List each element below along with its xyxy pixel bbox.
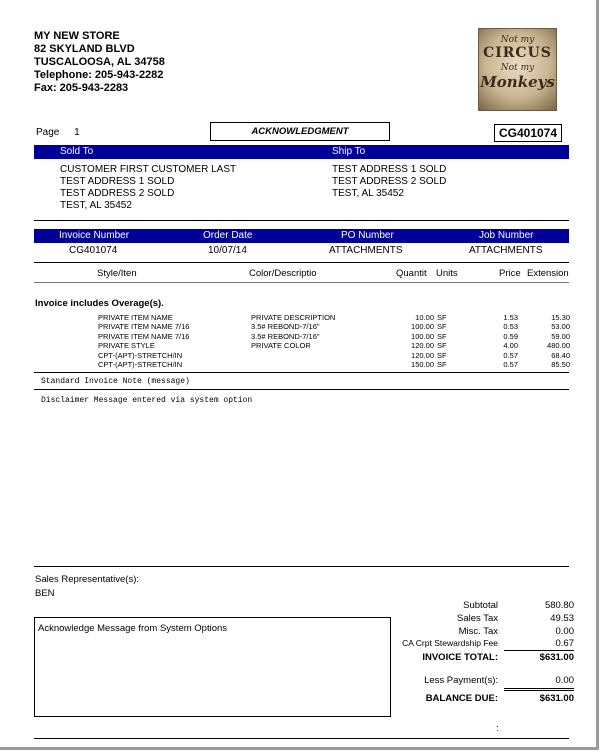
item-quantity: 100.00	[411, 331, 434, 341]
col-units-header: Units	[436, 268, 458, 279]
store-city: TUSCALOOSA, AL 34758	[34, 56, 165, 68]
sales-rep-name: BEN	[35, 588, 55, 599]
divider	[34, 389, 569, 390]
line-item	[34, 322, 570, 331]
invoice-total-label: INVOICE TOTAL:	[422, 652, 498, 663]
col-style-header: Style/Iten	[97, 268, 137, 279]
divider	[34, 566, 569, 567]
divider	[34, 220, 569, 221]
divider	[34, 282, 569, 283]
job-number-value: ATTACHMENTS	[469, 245, 543, 256]
store-name: MY NEW STORE	[34, 30, 120, 42]
total-value: 0.00	[555, 626, 574, 637]
item-unit: SF	[437, 359, 447, 369]
ack-message-box	[34, 617, 391, 717]
colon-mark: :	[496, 723, 499, 734]
item-price: 0.53	[503, 322, 518, 332]
item-extension: 85.50	[551, 359, 570, 369]
order-date-value: 10/07/14	[208, 245, 247, 256]
ship-to-header: Ship To	[332, 146, 366, 157]
order-values-row	[34, 245, 569, 257]
line-item	[34, 341, 570, 350]
item-unit: SF	[437, 341, 447, 351]
ship-to-line: TEST ADDRESS 2 SOLD	[332, 176, 447, 187]
item-unit: SF	[437, 350, 447, 360]
sales-rep-label: Sales Representative(s):	[35, 574, 140, 585]
balance-due-label: BALANCE DUE:	[425, 693, 498, 704]
item-unit: SF	[437, 331, 447, 341]
item-unit: SF	[437, 313, 447, 322]
sold-to-address	[60, 164, 236, 212]
item-style: PRIVATE ITEM NAME 7/16	[98, 322, 190, 332]
item-style: CPT-(APT)-STRETCH/IN	[98, 350, 183, 360]
balance-due-row	[380, 693, 574, 705]
sold-to-line: TEST ADDRESS 1 SOLD	[60, 176, 175, 187]
item-price: 4.00	[503, 341, 518, 351]
line-item	[34, 351, 570, 360]
line-item	[34, 313, 570, 322]
item-quantity: 120.00	[411, 341, 434, 351]
subtotal-row	[380, 600, 574, 612]
invoice-total-row	[380, 652, 574, 664]
store-telephone: Telephone: 205-943-2282	[34, 69, 164, 81]
order-header-bar	[34, 229, 569, 243]
ship-to-line: TEST ADDRESS 1 SOLD	[332, 164, 447, 175]
item-extension: 53.00	[551, 322, 570, 332]
item-style: CPT-(APT)-STRETCH/IN	[98, 359, 183, 369]
item-color: 3.5# REBOND-7/16"	[251, 322, 320, 332]
less-payment-label: Less Payment(s):	[424, 675, 498, 686]
line-item	[34, 360, 570, 369]
less-payment-value: 0.00	[555, 675, 574, 686]
item-price: 0.57	[503, 359, 518, 369]
total-label: Misc. Tax	[458, 626, 498, 637]
store-address: 82 SKYLAND BLVD	[34, 43, 135, 55]
line-item	[34, 332, 570, 341]
page-label: Page	[36, 127, 60, 138]
divider	[504, 650, 574, 651]
item-color: 3.5# REBOND-7/16"	[251, 331, 320, 341]
item-extension: 68.40	[551, 350, 570, 360]
totals-block	[380, 600, 574, 710]
logo-text-4: Monkeys	[480, 73, 555, 91]
item-color: PRIVATE DESCRIPTION	[251, 313, 336, 322]
balance-due-value: $631.00	[539, 693, 574, 704]
item-price: 0.57	[503, 350, 518, 360]
address-header-bar	[34, 145, 569, 159]
item-style: PRIVATE ITEM NAME	[98, 313, 173, 322]
sold-to-line: TEST ADDRESS 2 SOLD	[60, 188, 175, 199]
store-fax: Fax: 205-943-2283	[34, 82, 129, 94]
item-price: 1.53	[503, 313, 518, 322]
item-color: PRIVATE COLOR	[251, 341, 311, 351]
sold-to-line: CUSTOMER FIRST CUSTOMER LAST	[60, 164, 237, 175]
item-extension: 59.00	[551, 331, 570, 341]
invoice-number-value: CG401074	[69, 245, 118, 256]
item-style: PRIVATE STYLE	[98, 341, 155, 351]
order-date-header: Order Date	[203, 230, 253, 241]
divider	[34, 262, 569, 263]
item-quantity: 10.00	[415, 313, 434, 322]
col-color-header: Color/Descriptio	[249, 268, 317, 279]
item-price: 0.59	[503, 331, 518, 341]
po-number-header: PO Number	[341, 230, 394, 241]
item-extension: 480.00	[547, 341, 570, 351]
logo-text-3: Not my	[500, 63, 535, 73]
divider	[504, 688, 574, 689]
page-number: 1	[74, 127, 80, 138]
logo-text-1: Not my	[500, 35, 535, 45]
page-indicator	[36, 127, 80, 139]
invoice-total-value: $631.00	[539, 652, 574, 663]
total-value: 580.80	[544, 600, 574, 611]
sold-to-header: Sold To	[60, 146, 94, 157]
doc-number-box	[494, 124, 562, 142]
total-label: Sales Tax	[456, 613, 498, 624]
item-quantity: 100.00	[411, 322, 434, 332]
item-header-row	[34, 268, 569, 280]
item-unit: SF	[437, 322, 447, 332]
divider	[34, 372, 569, 373]
ack-message: Acknowledge Message from System Options	[38, 623, 228, 634]
col-extension-header: Extension	[527, 268, 569, 279]
store-header	[34, 30, 165, 95]
doc-type-box	[210, 122, 390, 141]
divider	[504, 690, 574, 691]
less-payment-row	[380, 675, 574, 687]
col-price-header: Price	[499, 268, 521, 279]
item-quantity: 150.00	[411, 359, 434, 369]
total-label: Subtotal	[463, 600, 498, 611]
total-value: 49.53	[550, 613, 574, 624]
line-items	[34, 313, 570, 369]
item-style: PRIVATE ITEM NAME 7/16	[98, 331, 190, 341]
doc-number: CG401074	[498, 126, 558, 140]
po-number-value: ATTACHMENTS	[329, 245, 403, 256]
col-quantity-header: Quantit	[396, 268, 427, 279]
invoice-number-header: Invoice Number	[59, 230, 130, 241]
item-extension: 15.30	[551, 313, 570, 322]
sales-tax-row	[380, 613, 574, 625]
divider	[34, 738, 569, 739]
stewardship-fee-row	[380, 638, 574, 650]
total-label: CA Crpt Stewardship Fee	[402, 638, 498, 648]
misc-tax-row	[380, 626, 574, 638]
total-value: 0.67	[555, 638, 574, 649]
overage-note: Invoice includes Overage(s).	[35, 298, 164, 309]
disclaimer-message: Disclaimer Message entered via system option	[41, 396, 253, 405]
logo-text-2: CIRCUS	[483, 45, 552, 61]
invoice-note: Standard Invoice Note (message)	[41, 377, 190, 386]
job-number-header: Job Number	[479, 230, 534, 241]
ship-to-line: TEST, AL 35452	[332, 188, 404, 199]
sold-to-line: TEST, AL 35452	[60, 200, 132, 211]
store-logo	[478, 28, 557, 111]
ship-to-address	[332, 164, 446, 200]
doc-type: ACKNOWLEDGMENT	[251, 126, 349, 137]
item-quantity: 120.00	[411, 350, 434, 360]
